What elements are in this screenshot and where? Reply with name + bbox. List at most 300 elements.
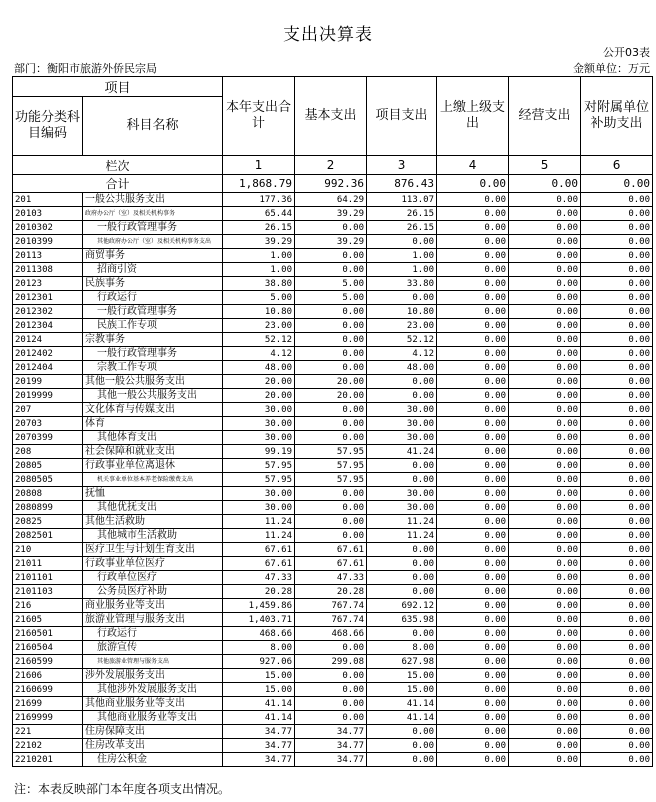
row-value: 0.00 (581, 711, 653, 725)
row-name: 抚恤 (83, 487, 223, 501)
row-name: 其他城市生活救助 (83, 529, 223, 543)
row-value: 0.00 (581, 347, 653, 361)
row-value: 5.00 (223, 291, 295, 305)
row-value: 0.00 (509, 389, 581, 403)
row-value: 0.00 (581, 375, 653, 389)
row-value: 0.00 (509, 291, 581, 305)
row-value: 0.00 (581, 263, 653, 277)
row-value: 0.00 (509, 683, 581, 697)
row-value: 38.80 (223, 277, 295, 291)
row-value: 41.14 (223, 697, 295, 711)
row-value: 0.00 (437, 655, 509, 669)
row-value: 0.00 (437, 319, 509, 333)
table-body (13, 193, 653, 767)
row-name: 体育 (83, 417, 223, 431)
row-code: 22102 (13, 739, 83, 753)
row-name: 住房公积金 (83, 753, 223, 767)
row-code: 2101101 (13, 571, 83, 585)
row-value: 0.00 (509, 529, 581, 543)
row-code: 2070399 (13, 431, 83, 445)
row-name: 行政事业单位离退休 (83, 459, 223, 473)
row-value: 0.00 (509, 501, 581, 515)
row-value: 0.00 (437, 361, 509, 375)
row-name: 其他生活救助 (83, 515, 223, 529)
row-value: 39.29 (295, 207, 367, 221)
row-value: 52.12 (367, 333, 437, 347)
total-value: 992.36 (295, 175, 367, 193)
row-code: 221 (13, 725, 83, 739)
row-value: 15.00 (367, 683, 437, 697)
row-value: 0.00 (367, 235, 437, 249)
row-name: 行政运行 (83, 627, 223, 641)
table-row (13, 641, 653, 655)
row-value: 0.00 (509, 459, 581, 473)
department-label: 部门：衡阳市旅游外侨民宗局 (14, 62, 157, 75)
row-code: 21606 (13, 669, 83, 683)
row-name: 医疗卫生与计划生育支出 (83, 543, 223, 557)
row-code: 2082501 (13, 529, 83, 543)
row-name: 文化体育与传媒支出 (83, 403, 223, 417)
row-value: 20.00 (223, 375, 295, 389)
row-value: 10.80 (223, 305, 295, 319)
row-code: 2010399 (13, 235, 83, 249)
total-value: 0.00 (437, 175, 509, 193)
table-row (13, 445, 653, 459)
row-code: 207 (13, 403, 83, 417)
row-value: 0.00 (509, 361, 581, 375)
row-value: 635.98 (367, 613, 437, 627)
row-value: 0.00 (437, 473, 509, 487)
row-value: 23.00 (367, 319, 437, 333)
table-row (13, 613, 653, 627)
row-code: 2010302 (13, 221, 83, 235)
table-row (13, 235, 653, 249)
row-value: 26.15 (367, 207, 437, 221)
row-code: 2012402 (13, 347, 83, 361)
row-name: 民族工作专项 (83, 319, 223, 333)
row-value: 0.00 (437, 249, 509, 263)
row-value: 67.61 (295, 557, 367, 571)
table-row (13, 389, 653, 403)
header-col-4: 上缴上级支出 (437, 77, 509, 156)
row-code: 201 (13, 193, 83, 207)
row-value: 0.00 (437, 221, 509, 235)
row-value: 0.00 (509, 739, 581, 753)
row-value: 0.00 (581, 193, 653, 207)
row-value: 0.00 (509, 445, 581, 459)
row-value: 0.00 (581, 655, 653, 669)
row-value: 0.00 (581, 487, 653, 501)
row-value: 4.12 (367, 347, 437, 361)
row-value: 0.00 (581, 543, 653, 557)
row-value: 0.00 (437, 235, 509, 249)
row-value: 0.00 (367, 627, 437, 641)
row-value: 0.00 (581, 319, 653, 333)
row-value: 0.00 (509, 711, 581, 725)
row-value: 0.00 (581, 571, 653, 585)
row-name: 商贸事务 (83, 249, 223, 263)
row-value: 0.00 (367, 725, 437, 739)
row-value: 34.77 (223, 725, 295, 739)
row-value: 0.00 (509, 375, 581, 389)
row-name: 其他一般公共服务支出 (83, 375, 223, 389)
row-value: 0.00 (295, 669, 367, 683)
row-value: 0.00 (437, 711, 509, 725)
row-value: 30.00 (223, 431, 295, 445)
row-value: 0.00 (437, 753, 509, 767)
row-value: 0.00 (295, 221, 367, 235)
row-value: 468.66 (223, 627, 295, 641)
row-value: 0.00 (295, 515, 367, 529)
row-value: 0.00 (367, 459, 437, 473)
table-row (13, 683, 653, 697)
row-name: 行政运行 (83, 291, 223, 305)
table-row (13, 473, 653, 487)
row-value: 0.00 (295, 431, 367, 445)
row-value: 30.00 (223, 487, 295, 501)
row-value: 0.00 (509, 305, 581, 319)
row-value: 0.00 (581, 627, 653, 641)
row-value: 0.00 (509, 277, 581, 291)
table-row (13, 515, 653, 529)
row-value: 692.12 (367, 599, 437, 613)
row-value: 0.00 (437, 613, 509, 627)
row-value: 0.00 (437, 529, 509, 543)
row-value: 0.00 (581, 557, 653, 571)
row-value: 0.00 (581, 249, 653, 263)
table-row (13, 333, 653, 347)
row-value: 0.00 (367, 753, 437, 767)
row-value: 113.07 (367, 193, 437, 207)
row-name: 其他商业服务业等支出 (83, 697, 223, 711)
row-value: 0.00 (295, 249, 367, 263)
row-value: 0.00 (581, 291, 653, 305)
row-value: 41.14 (367, 711, 437, 725)
row-value: 0.00 (437, 445, 509, 459)
row-value: 0.00 (367, 585, 437, 599)
table-row (13, 529, 653, 543)
row-code: 20825 (13, 515, 83, 529)
row-value: 0.00 (437, 459, 509, 473)
row-name: 其他政府办公厅（室）及相关机构事务支出 (83, 235, 223, 249)
row-value: 11.24 (367, 529, 437, 543)
row-value: 67.61 (223, 543, 295, 557)
table-row (13, 543, 653, 557)
row-value: 0.00 (295, 347, 367, 361)
row-value: 0.00 (581, 221, 653, 235)
row-name: 商业服务业等支出 (83, 599, 223, 613)
row-value: 30.00 (223, 403, 295, 417)
row-value: 33.80 (367, 277, 437, 291)
row-code: 2160504 (13, 641, 83, 655)
row-value: 0.00 (581, 501, 653, 515)
row-value: 0.00 (581, 529, 653, 543)
row-value: 0.00 (367, 543, 437, 557)
row-value: 0.00 (581, 697, 653, 711)
row-value: 0.00 (367, 571, 437, 585)
row-value: 0.00 (581, 613, 653, 627)
row-value: 1.00 (223, 263, 295, 277)
row-value: 0.00 (437, 697, 509, 711)
row-name: 旅游宣传 (83, 641, 223, 655)
row-value: 47.33 (223, 571, 295, 585)
row-value: 0.00 (367, 389, 437, 403)
row-value: 11.24 (223, 529, 295, 543)
table-row (13, 417, 653, 431)
row-name: 一般行政管理事务 (83, 305, 223, 319)
row-value: 0.00 (295, 361, 367, 375)
table-row (13, 263, 653, 277)
row-value: 0.00 (437, 207, 509, 221)
expenditure-table (12, 76, 653, 767)
row-value: 0.00 (437, 599, 509, 613)
row-value: 0.00 (581, 445, 653, 459)
row-value: 41.24 (367, 445, 437, 459)
row-value: 5.00 (295, 277, 367, 291)
row-value: 67.61 (295, 543, 367, 557)
row-value: 0.00 (437, 669, 509, 683)
row-name: 宗教事务 (83, 333, 223, 347)
row-value: 41.14 (367, 697, 437, 711)
row-value: 0.00 (367, 557, 437, 571)
row-value: 30.00 (367, 487, 437, 501)
row-value: 0.00 (295, 487, 367, 501)
row-value: 99.19 (223, 445, 295, 459)
row-value: 0.00 (509, 627, 581, 641)
row-value: 34.77 (223, 739, 295, 753)
row-value: 0.00 (581, 235, 653, 249)
row-value: 57.95 (295, 473, 367, 487)
row-code: 2169999 (13, 711, 83, 725)
header-col-1: 本年支出合计 (223, 77, 295, 156)
table-row (13, 291, 653, 305)
row-name: 一般行政管理事务 (83, 221, 223, 235)
table-row (13, 459, 653, 473)
row-value: 1,459.86 (223, 599, 295, 613)
row-value: 0.00 (581, 585, 653, 599)
row-name: 机关事业单位基本养老保险缴费支出 (83, 473, 223, 487)
row-value: 65.44 (223, 207, 295, 221)
row-value: 30.00 (223, 417, 295, 431)
row-code: 20124 (13, 333, 83, 347)
row-value: 0.00 (437, 305, 509, 319)
row-name: 其他涉外发展服务支出 (83, 683, 223, 697)
form-number: 公开03表 (603, 46, 650, 59)
row-value: 299.08 (295, 655, 367, 669)
row-value: 57.95 (295, 459, 367, 473)
row-value: 0.00 (509, 249, 581, 263)
row-value: 5.00 (295, 291, 367, 305)
table-row (13, 347, 653, 361)
row-value: 0.00 (437, 571, 509, 585)
row-code: 2012301 (13, 291, 83, 305)
page-title: 支出决算表 (283, 25, 373, 45)
row-value: 1.00 (223, 249, 295, 263)
table-row (13, 725, 653, 739)
row-name: 公务员医疗补助 (83, 585, 223, 599)
row-code: 20199 (13, 375, 83, 389)
row-value: 0.00 (509, 655, 581, 669)
row-value: 10.80 (367, 305, 437, 319)
row-value: 0.00 (509, 221, 581, 235)
row-value: 0.00 (509, 543, 581, 557)
row-value: 0.00 (437, 277, 509, 291)
row-code: 208 (13, 445, 83, 459)
table-row (13, 207, 653, 221)
row-code: 2012404 (13, 361, 83, 375)
table-row (13, 277, 653, 291)
row-value: 67.61 (223, 557, 295, 571)
row-value: 0.00 (509, 417, 581, 431)
row-value: 0.00 (509, 753, 581, 767)
row-value: 0.00 (581, 599, 653, 613)
table-row (13, 669, 653, 683)
row-code: 20123 (13, 277, 83, 291)
total-value: 876.43 (367, 175, 437, 193)
row-value: 64.29 (295, 193, 367, 207)
row-value: 0.00 (509, 669, 581, 683)
row-value: 0.00 (295, 305, 367, 319)
row-name: 其他旅游业管理与服务支出 (83, 655, 223, 669)
row-value: 0.00 (367, 473, 437, 487)
row-value: 0.00 (437, 725, 509, 739)
row-value: 0.00 (437, 683, 509, 697)
row-value: 0.00 (509, 207, 581, 221)
row-value: 0.00 (295, 697, 367, 711)
row-value: 0.00 (509, 333, 581, 347)
row-value: 41.14 (223, 711, 295, 725)
row-value: 0.00 (581, 277, 653, 291)
row-value: 20.28 (295, 585, 367, 599)
row-value: 47.33 (295, 571, 367, 585)
row-value: 30.00 (223, 501, 295, 515)
row-value: 0.00 (437, 403, 509, 417)
row-value: 0.00 (509, 347, 581, 361)
lanci-num: 3 (367, 156, 437, 175)
row-value: 0.00 (509, 585, 581, 599)
row-code: 2080899 (13, 501, 83, 515)
row-name: 民族事务 (83, 277, 223, 291)
row-name: 住房保障支出 (83, 725, 223, 739)
row-value: 15.00 (223, 683, 295, 697)
row-name: 涉外发展服务支出 (83, 669, 223, 683)
row-value: 0.00 (581, 473, 653, 487)
row-value: 15.00 (223, 669, 295, 683)
header-item: 项目 (13, 77, 223, 97)
header-col-2: 基本支出 (295, 77, 367, 156)
row-value: 0.00 (581, 207, 653, 221)
row-value: 0.00 (581, 459, 653, 473)
row-value: 0.00 (437, 333, 509, 347)
row-name: 住房改革支出 (83, 739, 223, 753)
row-name: 其他优抚支出 (83, 501, 223, 515)
row-code: 2011308 (13, 263, 83, 277)
row-code: 21605 (13, 613, 83, 627)
total-label: 合计 (13, 175, 223, 193)
row-value: 0.00 (295, 319, 367, 333)
row-name: 其他商业服务业等支出 (83, 711, 223, 725)
row-value: 30.00 (367, 417, 437, 431)
header-subject-name: 科目名称 (83, 97, 223, 156)
row-name: 行政单位医疗 (83, 571, 223, 585)
table-row (13, 557, 653, 571)
lanci-num: 1 (223, 156, 295, 175)
row-value: 1,403.71 (223, 613, 295, 627)
row-value: 0.00 (509, 235, 581, 249)
header-col-3: 项目支出 (367, 77, 437, 156)
total-value: 1,868.79 (223, 175, 295, 193)
row-code: 20703 (13, 417, 83, 431)
row-value: 11.24 (367, 515, 437, 529)
row-value: 0.00 (509, 431, 581, 445)
row-value: 48.00 (223, 361, 295, 375)
row-value: 0.00 (437, 431, 509, 445)
row-value: 0.00 (581, 739, 653, 753)
header-col-6: 对附属单位补助支出 (581, 77, 653, 156)
row-name: 旅游业管理与服务支出 (83, 613, 223, 627)
table-row (13, 697, 653, 711)
row-code: 20808 (13, 487, 83, 501)
row-value: 34.77 (295, 739, 367, 753)
row-name: 一般公共服务支出 (83, 193, 223, 207)
row-value: 52.12 (223, 333, 295, 347)
row-value: 8.00 (367, 641, 437, 655)
row-code: 20103 (13, 207, 83, 221)
row-value: 8.00 (223, 641, 295, 655)
row-value: 0.00 (437, 291, 509, 305)
row-value: 0.00 (581, 389, 653, 403)
row-value: 0.00 (509, 641, 581, 655)
row-value: 0.00 (295, 263, 367, 277)
row-value: 20.00 (223, 389, 295, 403)
row-value: 20.00 (295, 375, 367, 389)
row-value: 0.00 (581, 669, 653, 683)
footnote: 注：本表反映部门本年度各项支出情况。 (14, 782, 231, 796)
row-value: 4.12 (223, 347, 295, 361)
row-value: 0.00 (367, 291, 437, 305)
table-row (13, 501, 653, 515)
row-value: 767.74 (295, 613, 367, 627)
row-value: 0.00 (509, 319, 581, 333)
table-row (13, 627, 653, 641)
row-value: 0.00 (581, 305, 653, 319)
row-value: 34.77 (295, 753, 367, 767)
row-value: 1.00 (367, 249, 437, 263)
table-row (13, 403, 653, 417)
row-code: 21011 (13, 557, 83, 571)
row-value: 30.00 (367, 431, 437, 445)
table-row (13, 655, 653, 669)
row-value: 767.74 (295, 599, 367, 613)
row-value: 48.00 (367, 361, 437, 375)
row-code: 2019999 (13, 389, 83, 403)
row-value: 0.00 (437, 543, 509, 557)
table-row (13, 319, 653, 333)
row-value: 57.95 (295, 445, 367, 459)
table-row (13, 431, 653, 445)
lanci-num: 4 (437, 156, 509, 175)
table-row (13, 585, 653, 599)
row-value: 0.00 (437, 193, 509, 207)
row-value: 0.00 (581, 417, 653, 431)
row-value: 0.00 (509, 473, 581, 487)
row-name: 社会保障和就业支出 (83, 445, 223, 459)
row-value: 0.00 (295, 711, 367, 725)
row-name: 政府办公厅（室）及相关机构事务 (83, 207, 223, 221)
row-name: 其他体育支出 (83, 431, 223, 445)
total-value: 0.00 (509, 175, 581, 193)
row-value: 0.00 (581, 361, 653, 375)
